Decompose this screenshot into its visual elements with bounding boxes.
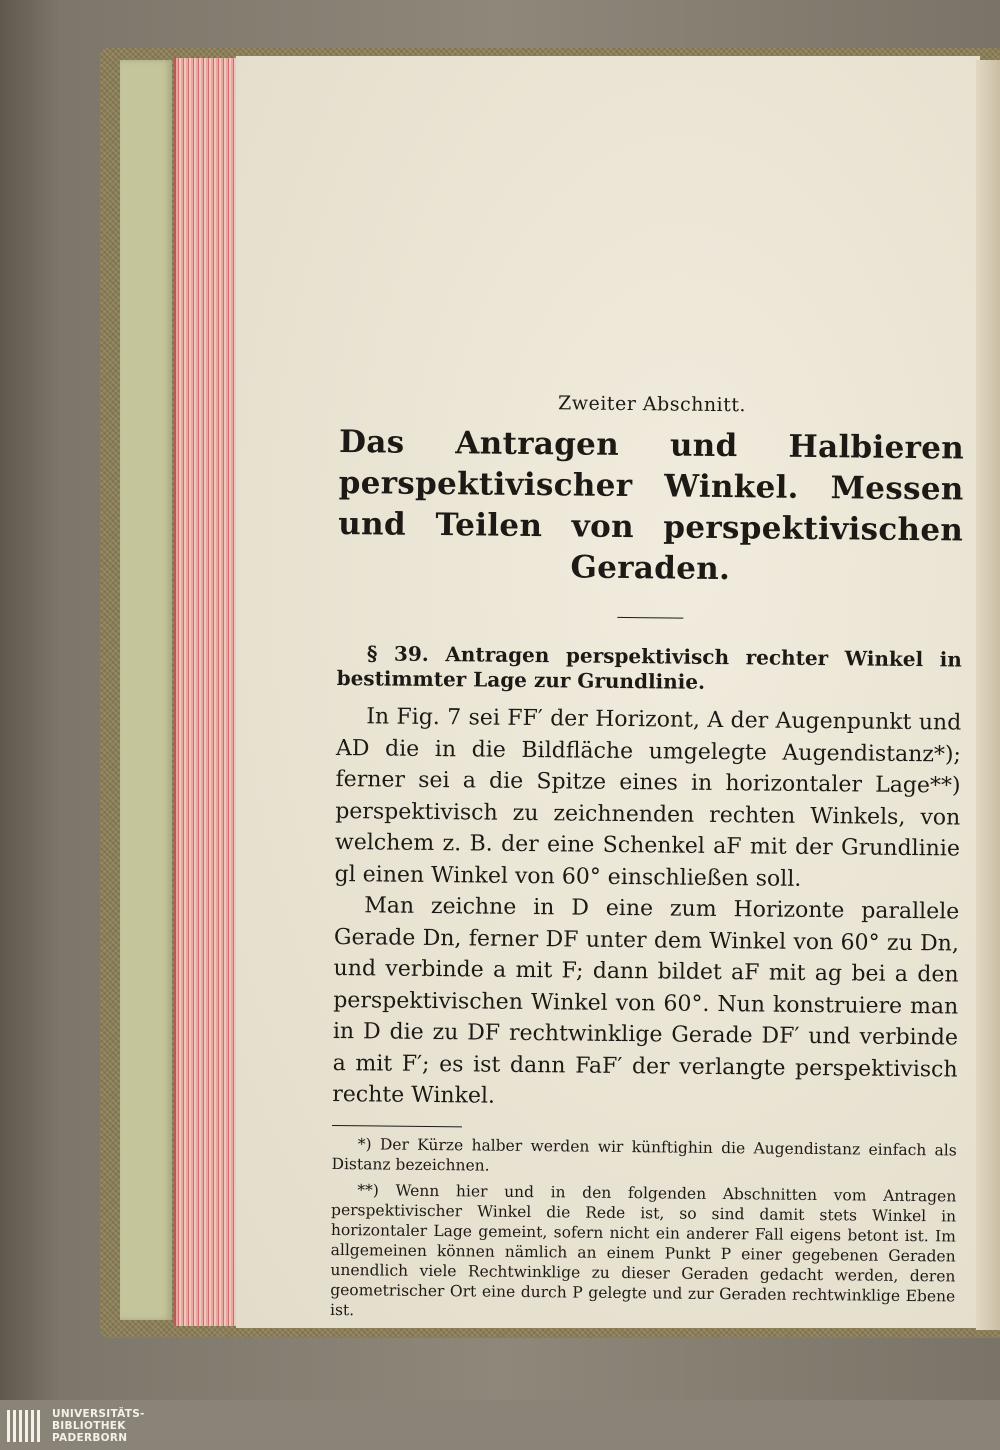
- logo-line-2: BIBLIOTHEK: [52, 1420, 126, 1432]
- page-edges: [174, 58, 240, 1326]
- library-logo-text: [52, 1408, 145, 1444]
- title-divider: [617, 617, 683, 619]
- page-content: [330, 360, 965, 1332]
- footnote-1: *) Der Kürze halber werden wir künftighin die Augendistanz einfach als Distanz bezeichnen.: [331, 1134, 957, 1175]
- library-logo-bar: [0, 1400, 1000, 1450]
- footnote-2: **) Wenn hier und in den folgenden Abschnitten vom Antragen perspektivischer Winkel die Rede ist, so sind damit stets Winkel in horizontaler Lage gemeint, sofern nicht ein anderer Fall eigens betont ist. Im allgemeinen können nämlich an einem Punkt P einer gegebenen Geraden unendlich viele Rechtwinklige zu dieser Geraden gedacht werden, deren geometrischer Ort eine durch P gelegte und zur Geraden rechtwinklige Ebene ist.: [329, 1180, 957, 1319]
- library-logo-icon: [6, 1408, 44, 1444]
- body-paragraph-2: Man zeichne in D eine zum Horizonte parallele Gerade Dn, ferner DF unter dem Winkel von 60° zu Dn, und verbinde a mit F; dann bildet aF mit ag bei a den perspektivischen Winkel von 60°. Nun konstruiere man in D die zu DF rechtwinklige Gerade DF′ und verbinde a mit F′; es ist dann FaF′ der verlangte perspektivisch rechte Winkel.: [332, 893, 960, 1109]
- logo-line-3: PADERBORN: [52, 1432, 128, 1444]
- chapter-title: Das Antragen und Halbieren perspektivischer Winkel. Messen und Teilen von perspektivischen Geraden.: [338, 423, 965, 588]
- footnote-divider: [332, 1124, 462, 1126]
- logo-line-1: UNIVERSITÄTS-: [52, 1408, 145, 1420]
- body-paragraph-1: In Fig. 7 sei FF′ der Horizont, A der Augenpunkt und AD die in die Bildfläche umgelegte Augendistanz*); ferner sei a die Spitze eines in horizontaler Lage**) perspektivisch zu zeichnenden rechten Winkels, von welchem z. B. der eine Schenkel aF mit der Grundlinie gl einen Winkel von 60° einschließen soll.: [334, 704, 962, 892]
- paragraph-heading: § 39. Antragen perspektivisch rechter Winkel in bestimmter Lage zur Grundlinie.: [336, 641, 963, 694]
- endpaper: [120, 60, 172, 1320]
- section-label: Zweiter Abschnitt.: [557, 392, 747, 417]
- page-curl: [976, 60, 1000, 1330]
